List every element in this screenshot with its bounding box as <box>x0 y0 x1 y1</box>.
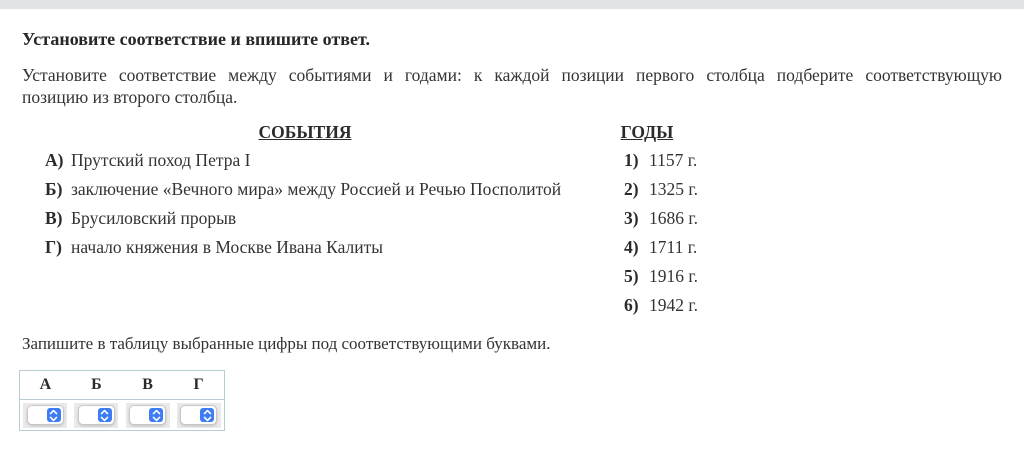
select-pill <box>129 405 166 425</box>
task-title: Установите соответствие и впишите ответ. <box>22 29 370 49</box>
year-item-5 <box>602 262 698 291</box>
answer-col-header-v: В <box>122 371 173 400</box>
events-column <box>22 119 588 262</box>
answer-cell-g <box>173 400 224 431</box>
year-num: 4) <box>624 237 639 257</box>
event-letter: Г) <box>45 237 62 257</box>
year-num: 1) <box>624 150 639 170</box>
event-text: Прутский поход Петра I <box>71 150 251 170</box>
top-bar <box>0 0 1024 9</box>
year-item-2 <box>602 175 698 204</box>
event-text: заключение «Вечного мира» между Россией и Речью Посполитой <box>71 179 562 199</box>
dropdown-stepper-icon <box>200 408 214 422</box>
dropdown-stepper-icon <box>149 408 163 422</box>
select-pill <box>78 405 115 425</box>
event-text: Брусиловский прорыв <box>71 208 237 228</box>
select-pill <box>27 405 64 425</box>
task-instruction-line2: позицию из второго столбца. <box>22 87 238 107</box>
event-text: начало княжения в Москве Ивана Калиты <box>71 237 384 257</box>
year-text: 1157 г. <box>649 150 698 170</box>
quiz-content <box>0 28 1024 431</box>
event-item-v <box>22 204 588 233</box>
dropdown-stepper-icon <box>47 408 61 422</box>
dropdown-stepper-icon <box>98 408 112 422</box>
matching-area <box>22 119 1002 320</box>
year-item-6 <box>602 291 698 320</box>
year-item-4 <box>602 233 698 262</box>
answer-select-g[interactable] <box>177 403 221 428</box>
year-text: 1325 г. <box>649 179 698 199</box>
event-letter: А) <box>45 150 64 170</box>
year-num: 2) <box>624 179 639 199</box>
event-item-g <box>22 233 588 262</box>
event-item-b <box>22 175 588 204</box>
year-item-1 <box>602 146 698 175</box>
answer-cell-a <box>20 400 71 431</box>
answer-instruction: Запишите в таблицу выбранные цифры под соответствующими буквами. <box>22 334 551 353</box>
year-item-3 <box>602 204 698 233</box>
year-text: 1916 г. <box>649 266 698 286</box>
event-letter: Б) <box>45 179 63 199</box>
answer-col-header-g: Г <box>173 371 224 400</box>
event-letter: В) <box>45 208 63 228</box>
events-header: СОБЫТИЯ <box>258 122 352 142</box>
years-column <box>602 119 698 320</box>
event-item-a <box>22 146 588 175</box>
answer-cell-v <box>122 400 173 431</box>
year-text: 1686 г. <box>649 208 698 228</box>
select-pill <box>180 405 217 425</box>
year-text: 1711 г. <box>649 237 698 257</box>
year-num: 3) <box>624 208 639 228</box>
answer-table-header-row <box>20 371 225 400</box>
answer-select-b[interactable] <box>74 403 118 428</box>
answer-select-v[interactable] <box>126 403 170 428</box>
task-instruction <box>22 64 1002 108</box>
answer-table-select-row <box>20 400 225 431</box>
answer-col-header-a: А <box>20 371 71 400</box>
answer-table <box>19 370 225 431</box>
answer-cell-b <box>71 400 122 431</box>
years-header: ГОДЫ <box>620 122 674 142</box>
year-num: 6) <box>624 295 639 315</box>
year-num: 5) <box>624 266 639 286</box>
year-text: 1942 г. <box>649 295 698 315</box>
answer-col-header-b: Б <box>71 371 122 400</box>
task-instruction-line1: Установите соответствие между событиями и годами: к каждой позиции первого столбца подберите соответствующую <box>22 65 1002 85</box>
answer-select-a[interactable] <box>23 403 67 428</box>
